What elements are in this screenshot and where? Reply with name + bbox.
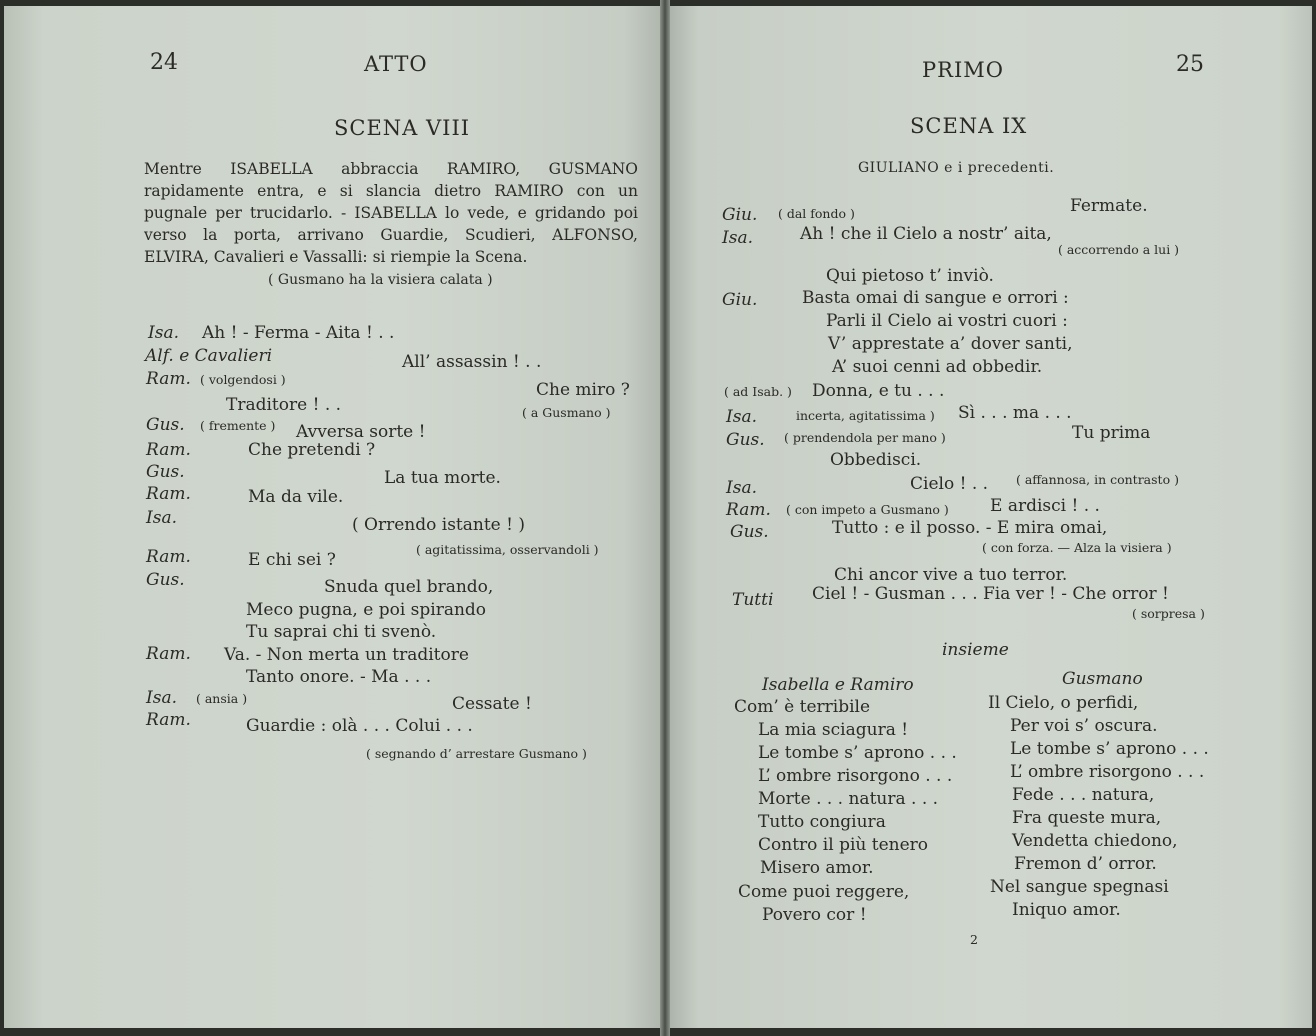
left-text-line: ( volgendosi ): [200, 372, 286, 387]
right-text-line: L’ ombre risorgono . . .: [1010, 762, 1205, 782]
right-text-line: Ciel ! - Gusman . . . Fia ver ! - Che orror !: [812, 584, 1169, 604]
right-text-line: Isa.: [722, 228, 753, 248]
stage-direction: Mentre ISABELLA abbraccia RAMIRO, GUSMANO rapidamente entra, e si slancia dietro RAMIRO con un pugnale per trucidarlo. - ISABELLA lo vede, e gridando poi verso la porta, arrivano Guardie, Scudieri, ALFONSO, ELVIRA, Cavalieri e Vassalli: si riempie la Scena.: [144, 160, 638, 266]
book-gutter: [660, 0, 670, 1036]
left-text-line: Isa.: [148, 323, 179, 343]
right-text-line: Sì . . . ma . . .: [958, 403, 1072, 423]
right-text-line: ( affannosa, in contrasto ): [1016, 472, 1179, 487]
left-text-line: ( ansia ): [196, 691, 248, 706]
right-text-line: Parli il Cielo ai vostri cuori :: [826, 311, 1068, 331]
right-text-line: Nel sangue spegnasi: [990, 877, 1169, 897]
right-text-line: Tutto : e il posso. - E mira omai,: [832, 518, 1108, 538]
scene-subtitle: GIULIANO e i precedenti.: [858, 160, 1055, 176]
right-text-line: Isa.: [726, 478, 757, 498]
right-text-line: ( sorpresa ): [1132, 606, 1205, 621]
left-text-line: Ram.: [146, 484, 191, 504]
left-text-line: ( agitatissima, osservandoli ): [416, 542, 599, 557]
right-text-line: Cielo ! . .: [910, 474, 989, 494]
left-text-line: Alf. e Cavalieri: [145, 346, 273, 366]
right-text-line: Contro il più tenero: [758, 835, 928, 855]
right-text-line: Fra queste mura,: [1012, 808, 1162, 828]
left-text-line: Avversa sorte !: [296, 422, 426, 442]
left-text-line: Meco pugna, e poi spirando: [246, 600, 487, 620]
left-text-line: Tu saprai chi ti svenò.: [246, 622, 437, 642]
left-text-line: Ram.: [146, 440, 191, 460]
right-text-line: ( dal fondo ): [778, 206, 855, 221]
left-text-line: Gus.: [146, 570, 185, 590]
right-text-line: ( accorrendo a lui ): [1058, 242, 1180, 257]
right-text-line: Il Cielo, o perfidi,: [988, 693, 1139, 713]
left-text-line: ( fremente ): [200, 418, 276, 433]
scene-title-right: SCENA IX: [910, 114, 1028, 138]
right-text-line: insieme: [942, 640, 1009, 660]
left-text-line: Ram.: [146, 547, 191, 567]
page-number-right: 25: [1176, 52, 1204, 77]
right-text-line: ( ad Isab. ): [724, 384, 792, 399]
right-text-line: Vendetta chiedono,: [1012, 831, 1178, 851]
left-text-line: E chi sei ?: [248, 550, 336, 570]
right-text-line: Chi ancor vive a tuo terror.: [834, 565, 1068, 585]
right-text-line: E ardisci ! . .: [990, 496, 1100, 516]
left-text-line: Ram.: [146, 369, 191, 389]
left-text-line: Va. - Non merta un traditore: [224, 645, 469, 665]
left-text-line: Che pretendi ?: [248, 440, 376, 460]
left-text-line: ( Orrendo istante ! ): [352, 515, 525, 535]
left-text-line: Ah ! - Ferma - Aita ! . .: [202, 323, 395, 343]
right-text-line: L’ ombre risorgono . . .: [758, 766, 953, 786]
right-text-line: Iniquo amor.: [1012, 900, 1121, 920]
scene-title-left: SCENA VIII: [334, 116, 471, 140]
right-text-line: Isa.: [726, 407, 757, 427]
left-text-line: ( a Gusmano ): [522, 405, 611, 420]
right-text-line: ( prendendola per mano ): [784, 430, 946, 445]
right-text-line: Tu prima: [1072, 423, 1151, 443]
right-text-line: Fede . . . natura,: [1012, 785, 1155, 805]
left-text-line: Gus.: [146, 462, 185, 482]
right-text-line: Qui pietoso t’ inviò.: [826, 266, 994, 286]
right-text-line: Giu.: [722, 290, 758, 310]
right-text-line: Gus.: [730, 522, 769, 542]
left-text-line: Gus.: [146, 415, 185, 435]
right-text-line: A’ suoi cenni ad obbedir.: [832, 357, 1043, 377]
left-text-line: Ram.: [146, 710, 191, 730]
left-text-line: Isa.: [146, 688, 177, 708]
right-text-line: Fermate.: [1070, 196, 1148, 216]
left-text-line: All’ assassin ! . .: [402, 352, 542, 372]
right-text-line: Come puoi reggere,: [738, 882, 910, 902]
stage-direction-note: ( Gusmano ha la visiera calata ): [268, 272, 493, 288]
right-text-line: Le tombe s’ aprono . . .: [758, 743, 957, 763]
right-text-line: Tutti: [732, 590, 774, 610]
right-text-line: Basta omai di sangue e orrori :: [802, 288, 1069, 308]
right-text-line: V’ apprestate a’ dover santi,: [828, 334, 1073, 354]
left-text-line: La tua morte.: [384, 468, 501, 488]
right-text-line: Isabella e Ramiro: [762, 675, 914, 695]
right-text-line: Tutto congiura: [758, 812, 886, 832]
running-header-left: ATTO: [364, 52, 428, 76]
right-text-line: Fremon d’ orror.: [1014, 854, 1157, 874]
left-text-line: Isa.: [146, 508, 177, 528]
page-number-left: 24: [150, 50, 178, 75]
right-text-line: Ram.: [726, 500, 771, 520]
left-text-line: Ram.: [146, 644, 191, 664]
right-text-line: Gusmano: [1062, 669, 1143, 689]
right-text-line: Morte . . . natura . . .: [758, 789, 939, 809]
right-text-line: Ah ! che il Cielo a nostr’ aita,: [800, 224, 1052, 244]
right-text-line: Obbedisci.: [830, 450, 922, 470]
left-text-line: Ma da vile.: [248, 487, 344, 507]
right-text-line: Le tombe s’ aprono . . .: [1010, 739, 1209, 759]
right-text-line: Giu.: [722, 205, 758, 225]
left-text-line: Che miro ?: [536, 380, 630, 400]
right-text-line: Povero cor !: [762, 905, 867, 925]
left-text-line: Snuda quel brando,: [324, 577, 494, 597]
running-header-right: PRIMO: [922, 58, 1004, 82]
right-text-line: 2: [970, 932, 978, 947]
right-text-line: Com’ è terribile: [734, 697, 871, 717]
left-text-line: Tanto onore. - Ma . . .: [246, 667, 432, 687]
left-text-line: Guardie : olà . . . Colui . . .: [246, 716, 473, 736]
right-text-line: La mia sciagura !: [758, 720, 909, 740]
right-text-line: Per voi s’ oscura.: [1010, 716, 1158, 736]
right-text-line: incerta, agitatissima ): [796, 408, 935, 423]
left-text-line: Traditore ! . .: [226, 395, 342, 415]
right-text-line: ( con forza. — Alza la visiera ): [982, 540, 1172, 555]
left-text-line: Cessate !: [452, 694, 532, 714]
right-text-line: Misero amor.: [760, 858, 874, 878]
right-text-line: ( con impeto a Gusmano ): [786, 502, 949, 517]
right-text-line: Donna, e tu . . .: [812, 381, 945, 401]
right-text-line: Gus.: [726, 430, 765, 450]
left-text-line: ( segnando d’ arrestare Gusmano ): [366, 746, 587, 761]
